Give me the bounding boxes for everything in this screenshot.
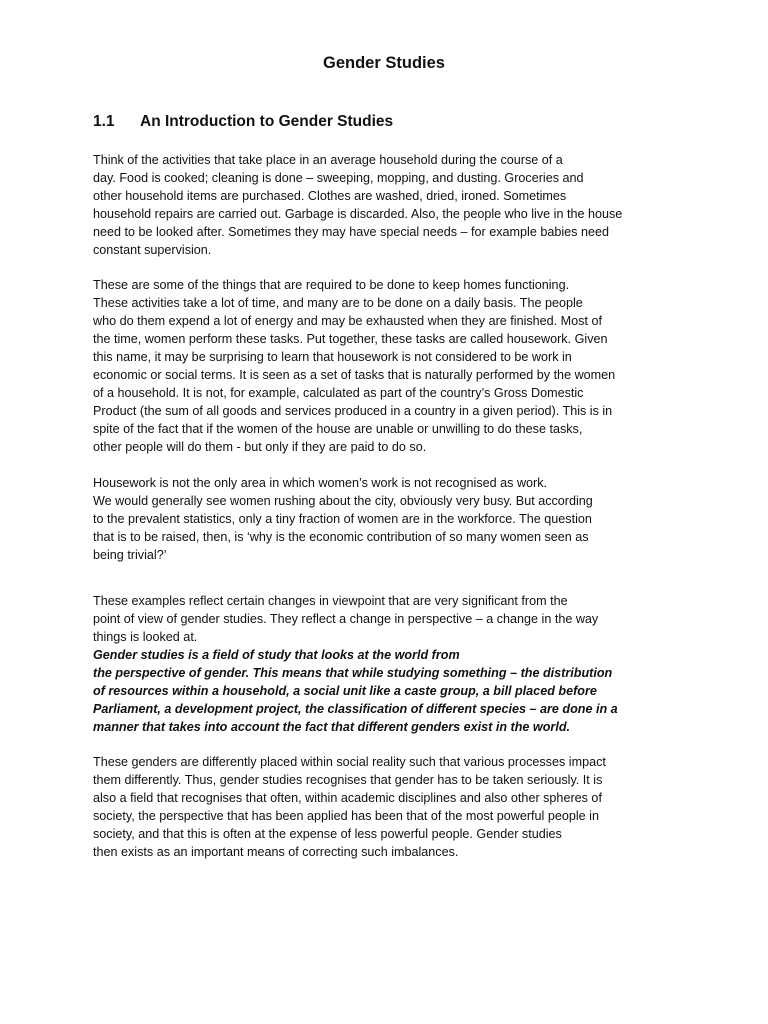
- text-line: of a household. It is not, for example, calculated as part of the country’s Gross Domestic: [93, 386, 584, 400]
- text-line: point of view of gender studies. They reflect a change in perspective – a change in the way: [93, 612, 599, 626]
- text-line: Product (the sum of all goods and services produced in a country in a given period). This is in: [93, 404, 613, 418]
- text-line: These are some of the things that are required to be done to keep homes functioning.: [93, 278, 570, 292]
- text-line: household repairs are carried out. Garbage is discarded. Also, the people who live in the house: [93, 207, 623, 221]
- paragraph-viewpoint-changes: [93, 592, 675, 646]
- text-line: day. Food is cooked; cleaning is done – sweeping, mopping, and dusting. Groceries and: [93, 171, 584, 185]
- text-line: constant supervision.: [93, 243, 212, 257]
- section-heading: [93, 111, 675, 133]
- section-title: An Introduction to Gender Studies: [140, 113, 394, 130]
- text-line: Housework is not the only area in which women’s work is not recognised as work.: [93, 476, 548, 490]
- gender-studies-definition: [93, 646, 675, 736]
- document-title: Gender Studies: [323, 54, 445, 72]
- text-line: this name, it may be surprising to learn that housework is not considered to be work in: [93, 350, 572, 364]
- text-line: who do them expend a lot of energy and may be exhausted when they are finished. Most of: [93, 314, 602, 328]
- text-line: These genders are differently placed within social reality such that various processes impact: [93, 755, 606, 769]
- text-line: of resources within a household, a social unit like a caste group, a bill placed before: [93, 684, 597, 698]
- text-line: economic or social terms. It is seen as a set of tasks that is naturally performed by the women: [93, 368, 616, 382]
- text-line: These activities take a lot of time, and many are to be done on a daily basis. The people: [93, 296, 583, 310]
- text-line: Gender studies is a field of study that looks at the world from: [93, 648, 460, 662]
- text-line: then exists as an important means of correcting such imbalances.: [93, 845, 459, 859]
- section-number: 1.1: [93, 113, 115, 130]
- paragraph-womens-work: [93, 474, 675, 564]
- text-line: Parliament, a development project, the classification of different species – are done in a: [93, 702, 618, 716]
- text-line: them differently. Thus, gender studies recognises that gender has to be taken seriously. It is: [93, 773, 603, 787]
- text-line: things is looked at.: [93, 630, 198, 644]
- text-line: manner that takes into account the fact that different genders exist in the world.: [93, 720, 571, 734]
- text-line: the perspective of gender. This means that while studying something – the distribution: [93, 666, 613, 680]
- paragraph-closing: [93, 753, 675, 861]
- text-line: other people will do them - but only if they are paid to do so.: [93, 440, 427, 454]
- text-line: society, the perspective that has been applied has been that of the most powerful people in: [93, 809, 599, 823]
- text-line: spite of the fact that if the women of the house are unable or unwilling to do these tasks,: [93, 422, 583, 436]
- text-line: also a field that recognises that often, within academic disciplines and also other spheres of: [93, 791, 602, 805]
- paragraph-household-activities: [93, 151, 675, 259]
- document-page: [93, 52, 675, 861]
- text-line: being trivial?’: [93, 548, 167, 562]
- text-line: the time, women perform these tasks. Put together, these tasks are called housework. Given: [93, 332, 608, 346]
- text-line: other household items are purchased. Clothes are washed, dried, ironed. Sometimes: [93, 189, 567, 203]
- text-line: society, and that this is often at the expense of less powerful people. Gender studies: [93, 827, 562, 841]
- text-line: need to be looked after. Sometimes they may have special needs – for example babies need: [93, 225, 609, 239]
- text-line: Think of the activities that take place in an average household during the course of a: [93, 153, 563, 167]
- text-line: These examples reflect certain changes in viewpoint that are very significant from the: [93, 594, 568, 608]
- text-line: that is to be raised, then, is ‘why is the economic contribution of so many women seen as: [93, 530, 589, 544]
- paragraph-housework: [93, 276, 675, 456]
- text-line: We would generally see women rushing about the city, obviously very busy. But according: [93, 494, 593, 508]
- text-line: to the prevalent statistics, only a tiny fraction of women are in the workforce. The question: [93, 512, 592, 526]
